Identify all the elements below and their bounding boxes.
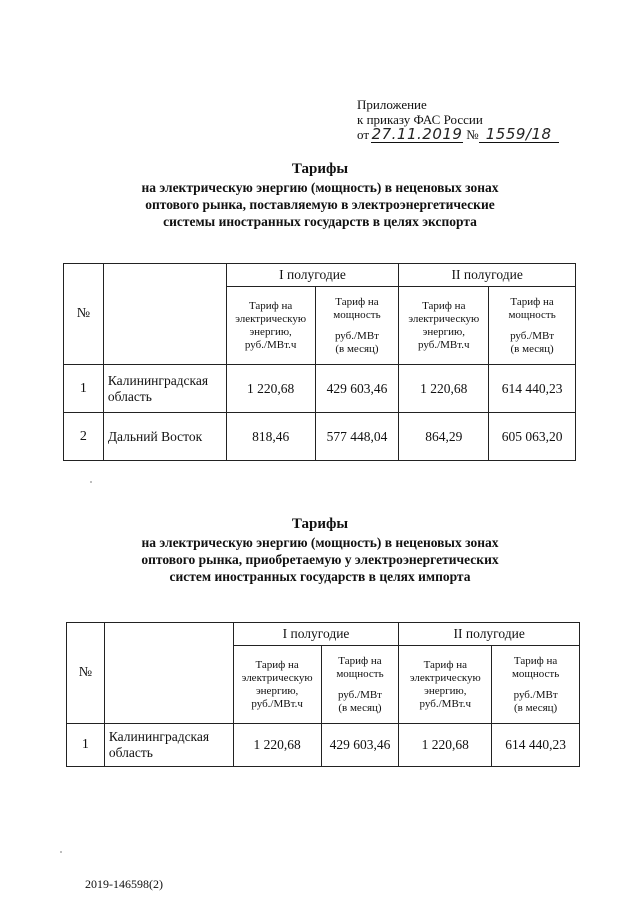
header-energy-tariff: Тариф на электрическую энергию, руб./МВт.ч (399, 287, 489, 365)
header-period-1: I полугодие (233, 623, 399, 646)
header-power-tariff: Тариф на мощность руб./МВт (в месяц) (489, 287, 576, 365)
import-tariff-title (60, 516, 580, 585)
row-energy-h1: 818,46 (226, 413, 315, 461)
row-region: Калининградская область (104, 724, 233, 767)
row-number: 1 (67, 724, 105, 767)
export-subtitle-line: системы иностранных государств в целях экспорта (163, 214, 477, 229)
row-energy-h2: 1 220,68 (399, 365, 489, 413)
header-number: № (67, 623, 105, 724)
header-energy-tariff: Тариф на электрическую энергию, руб./МВт.ч (226, 287, 315, 365)
header-period-1: I полугодие (226, 264, 399, 287)
header-power-tariff: Тариф на мощность руб./МВт (в месяц) (492, 646, 580, 724)
header-energy-tariff: Тариф на электрическую энергию, руб./МВт.ч (399, 646, 492, 724)
row-energy-h2: 864,29 (399, 413, 489, 461)
import-subtitle-line: на электрическую энергию (мощность) в неценовых зонах (141, 535, 499, 550)
row-number: 1 (64, 365, 104, 413)
appendix-label: Приложение (357, 97, 427, 112)
date-prefix: от (357, 127, 370, 142)
export-tariff-title (60, 161, 580, 230)
row-region: Калининградская область (103, 365, 226, 413)
header-region (104, 623, 233, 724)
appendix-order-ref: к приказу ФАС России (357, 112, 483, 127)
header-period-2: II полугодие (399, 264, 576, 287)
row-energy-h1: 1 220,68 (226, 365, 315, 413)
header-number: № (64, 264, 104, 365)
row-energy-h1: 1 220,68 (233, 724, 321, 767)
row-power-h2: 605 063,20 (489, 413, 576, 461)
row-region: Дальний Восток (103, 413, 226, 461)
export-tariff-table (63, 263, 576, 461)
document-id: 2019-146598(2) (85, 877, 163, 891)
row-power-h1: 429 603,46 (315, 365, 399, 413)
handwritten-number: 1559/18 (485, 125, 552, 143)
row-power-h2: 614 440,23 (489, 365, 576, 413)
header-power-tariff: Тариф на мощность руб./МВт (в месяц) (321, 646, 399, 724)
export-subtitle-line: оптового рынка, поставляемую в электроэнергетические (145, 197, 495, 212)
table-row (67, 724, 580, 767)
scan-speck (90, 481, 92, 483)
table-row (64, 365, 576, 413)
header-energy-tariff: Тариф на электрическую энергию, руб./МВт.ч (233, 646, 321, 724)
import-title-main: Тарифы (291, 516, 349, 532)
number-prefix: № (466, 127, 479, 142)
header-region (103, 264, 226, 365)
row-number: 2 (64, 413, 104, 461)
handwritten-date: 27.11.2019 (371, 125, 463, 143)
header-period-2: II полугодие (399, 623, 580, 646)
row-power-h2: 614 440,23 (492, 724, 580, 767)
import-subtitle-line: систем иностранных государств в целях импорта (169, 569, 471, 584)
row-energy-h2: 1 220,68 (399, 724, 492, 767)
row-power-h1: 429 603,46 (321, 724, 399, 767)
row-power-h1: 577 448,04 (315, 413, 399, 461)
import-subtitle-line: оптового рынка, приобретаемую у электроэнергетических (141, 552, 499, 567)
export-title-main: Тарифы (291, 161, 349, 177)
import-tariff-table (66, 622, 580, 767)
export-subtitle-line: на электрическую энергию (мощность) в неценовых зонах (141, 180, 499, 195)
scan-speck (60, 851, 62, 853)
table-row (64, 413, 576, 461)
appendix-date-number-line (357, 127, 607, 143)
header-power-tariff: Тариф на мощность руб./МВт (в месяц) (315, 287, 399, 365)
appendix-header (357, 97, 607, 143)
